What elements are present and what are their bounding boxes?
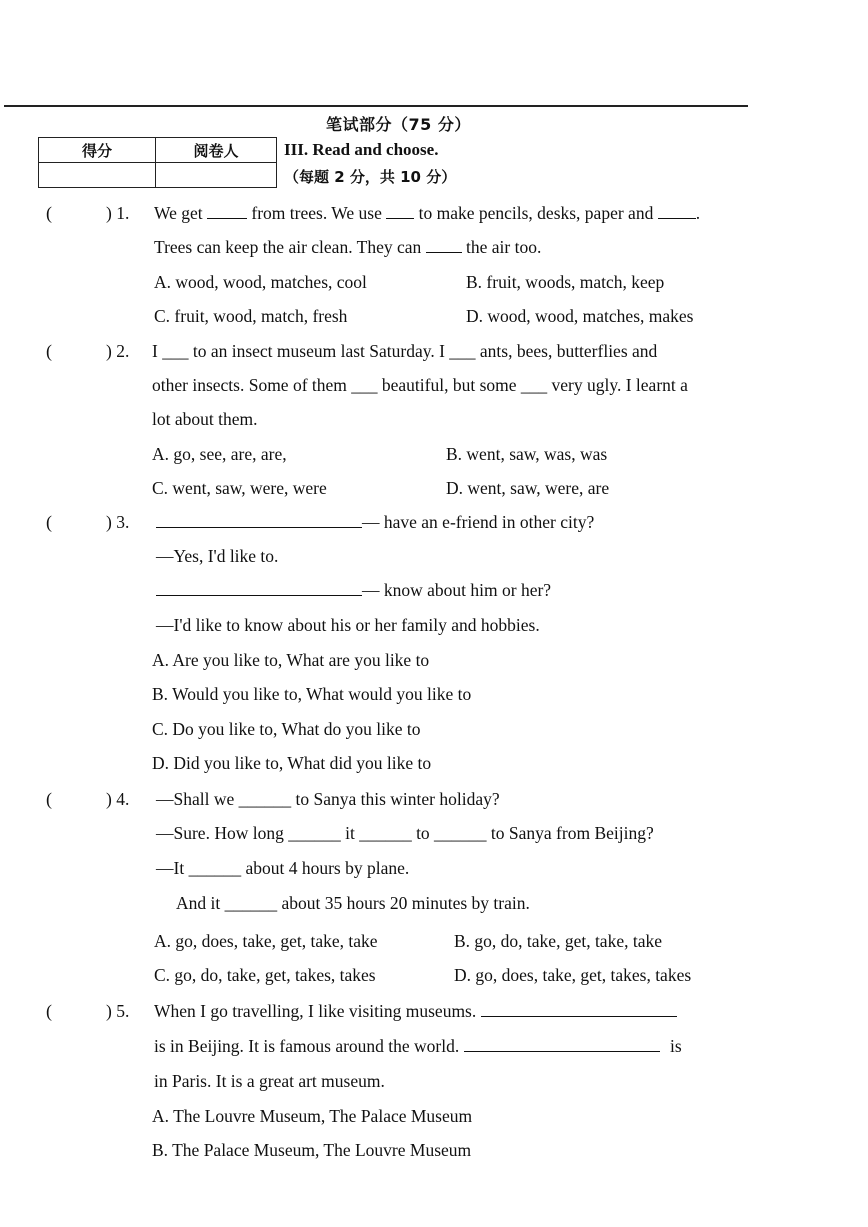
q2-option-c[interactable]: C. went, saw, were, were: [152, 478, 327, 498]
q2-line-3: lot about them.: [152, 409, 258, 429]
q5-blank-1[interactable]: [481, 1000, 677, 1017]
q2-option-d[interactable]: D. went, saw, were, are: [446, 478, 610, 498]
q3-blank-1[interactable]: [156, 511, 362, 528]
question-number-4: ) 4.: [106, 789, 130, 809]
q3-line-3: — know about him or her?: [156, 579, 551, 601]
q5-line-2: is in Beijing. It is famous around the world. is: [154, 1036, 682, 1056]
q1-option-d[interactable]: D. wood, wood, matches, makes: [466, 306, 694, 326]
score-cell[interactable]: [39, 163, 156, 188]
q4-line-2: —Sure. How long ______ it ______ to ______ to Sanya from Beijing?: [156, 823, 654, 843]
q4-option-b[interactable]: B. go, do, take, get, take, take: [454, 931, 662, 951]
q1-blank-1[interactable]: [207, 202, 247, 219]
q1-option-c[interactable]: C. fruit, wood, match, fresh: [154, 306, 348, 326]
q1-blank-4[interactable]: [426, 236, 462, 253]
q1-blank-3[interactable]: [658, 202, 696, 219]
q4-option-c[interactable]: C. go, do, take, get, takes, takes: [154, 965, 376, 985]
q4-line-1: —Shall we ______ to Sanya this winter holiday?: [156, 789, 500, 809]
score-table: [38, 137, 277, 188]
q4-option-a[interactable]: A. go, does, take, get, take, take: [154, 931, 378, 951]
answer-paren-1[interactable]: (: [46, 203, 52, 223]
question-number-3: ) 3.: [106, 512, 130, 532]
q3-option-c[interactable]: C. Do you like to, What do you like to: [152, 719, 421, 739]
q3-line-1: — have an e-friend in other city?: [156, 511, 594, 533]
q2-option-a[interactable]: A. go, see, are, are,: [152, 444, 287, 464]
q1-option-b[interactable]: B. fruit, woods, match, keep: [466, 272, 665, 292]
q1-blank-2[interactable]: [386, 202, 414, 219]
q5-line-3: in Paris. It is a great art museum.: [154, 1071, 385, 1091]
q1-option-a[interactable]: A. wood, wood, matches, cool: [154, 272, 367, 292]
q3-blank-2[interactable]: [156, 579, 362, 596]
q5-blank-2[interactable]: [464, 1035, 660, 1052]
answer-paren-3[interactable]: (: [46, 512, 52, 532]
q2-option-b[interactable]: B. went, saw, was, was: [446, 444, 608, 464]
q4-line-3: —It ______ about 4 hours by plane.: [156, 858, 410, 878]
q2-line-1: I ___ to an insect museum last Saturday. I ___ ants, bees, butterflies and: [152, 341, 658, 361]
q5-option-a[interactable]: A. The Louvre Museum, The Palace Museum: [152, 1106, 473, 1126]
q5-line-1: When I go travelling, I like visiting museums.: [154, 1000, 677, 1022]
question-number-5: ) 5.: [106, 1001, 130, 1021]
q4-line-4: And it ______ about 35 hours 20 minutes by train.: [176, 893, 530, 913]
score-header: 得分: [39, 138, 156, 163]
part-points: （每题 2 分，共 10 分）: [284, 168, 457, 186]
section-title: 笔试部分（75 分）: [326, 115, 471, 134]
answer-paren-4[interactable]: (: [46, 789, 52, 809]
q5-option-b[interactable]: B. The Palace Museum, The Louvre Museum: [152, 1140, 472, 1160]
q3-option-b[interactable]: B. Would you like to, What would you like to: [152, 684, 472, 704]
q1-line-2: Trees can keep the air clean. They can the air too.: [154, 237, 542, 257]
q4-option-d[interactable]: D. go, does, take, get, takes, takes: [454, 965, 692, 985]
q2-line-2: other insects. Some of them ___ beautiful, but some ___ very ugly. I learnt a: [152, 375, 688, 395]
q3-option-a[interactable]: A. Are you like to, What are you like to: [152, 650, 430, 670]
top-rule: [4, 105, 748, 107]
answer-paren-2[interactable]: (: [46, 341, 52, 361]
grader-header: 阅卷人: [156, 138, 277, 163]
q1-line-1: We get from trees. We use to make pencils, desks, paper and .: [154, 203, 701, 223]
q3-option-d[interactable]: D. Did you like to, What did you like to: [152, 753, 432, 773]
part-title: III. Read and choose.: [284, 140, 439, 159]
q3-line-4: —I'd like to know about his or her family and hobbies.: [156, 615, 540, 635]
answer-paren-5[interactable]: (: [46, 1001, 52, 1021]
question-number-1: ) 1.: [106, 203, 130, 223]
grader-cell[interactable]: [156, 163, 277, 188]
q3-line-2: —Yes, I'd like to.: [156, 546, 279, 566]
question-number-2: ) 2.: [106, 341, 130, 361]
